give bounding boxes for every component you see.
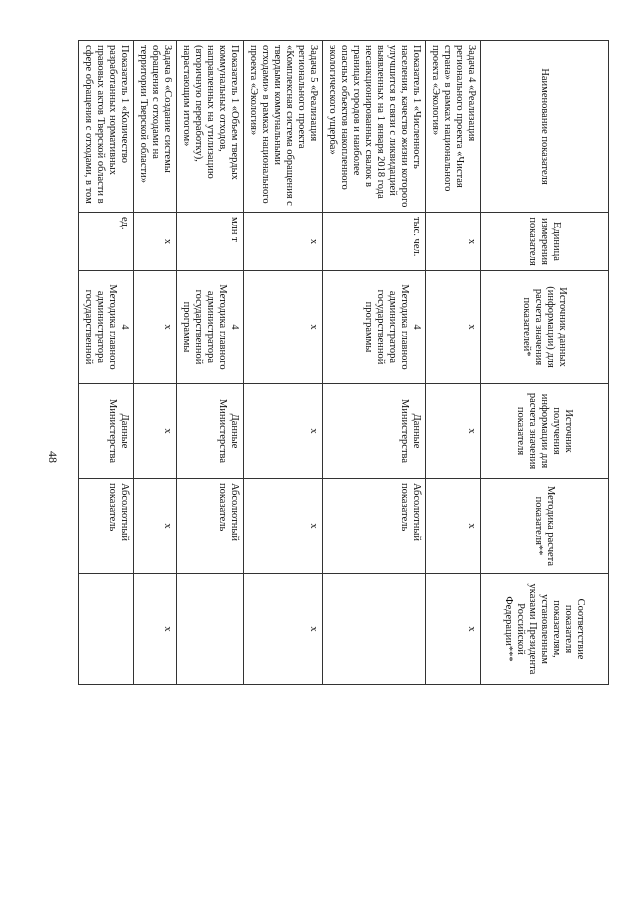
info-source-cell: x [134, 384, 177, 479]
unit-cell: млн т [177, 213, 244, 271]
info-source-cell: Данные Министерства [79, 384, 134, 479]
data-source-cell: x [134, 271, 177, 384]
data-source-cell: 4 Методика главного администратора государственной [79, 271, 134, 384]
unit-cell: ед. [79, 213, 134, 271]
unit-cell: x [244, 213, 323, 271]
indicator-name-cell: Задача 6 «Создание системы обращения с отходами на территории Тверской области» [134, 41, 177, 213]
method-cell: x [426, 479, 481, 574]
info-source-cell: x [244, 384, 323, 479]
info-source-cell: Данные Министерства [323, 384, 426, 479]
method-cell: x [134, 479, 177, 574]
decree-match-cell: x [426, 574, 481, 685]
unit-cell: тыс. чел. [323, 213, 426, 271]
header-cell: Единица измерения показателя [481, 213, 609, 271]
table-row [426, 41, 481, 890]
indicator-name-cell: Показатель 1 «Количество разработанных нормативных правовых актов Тверской области в сфере обращения с отходами, в том [79, 41, 134, 213]
header-cell: Наименование показателя [481, 41, 609, 213]
method-cell: Абсолютный показатель [177, 479, 244, 574]
table-row [79, 41, 134, 890]
rotated-table-wrapper [83, 40, 609, 889]
method-cell: Абсолютный показатель [323, 479, 426, 574]
indicator-name-cell: Задача 5 «Реализация регионального проекта «Комплексная система обращения с твердыми коммунальными отходами» в рамках национального проекта «Экология» [244, 41, 323, 213]
decree-match-cell [177, 574, 244, 685]
indicators-table [78, 40, 609, 890]
table-row [244, 41, 323, 890]
page-number: 48 [46, 451, 60, 463]
method-cell: Абсолютный показатель [79, 479, 134, 574]
indicator-name-cell: Показатель 1 «Численность населения, качество жизни которого улучшится в связи с ликвидацией выявленных на 1 января 2018 года несанкционированных свалок в границах городов и наиболее опасных объектов накопленного экологического ущерба» [323, 41, 426, 213]
decree-match-cell [323, 574, 426, 685]
header-cell: Источник данных (информации) для расчета значения показателей* [481, 271, 609, 384]
table-row [134, 41, 177, 890]
decree-match-cell [79, 574, 134, 685]
info-source-cell: Данные Министерства [177, 384, 244, 479]
header-cell: Источник получения информации для расчета значения показателя [481, 384, 609, 479]
data-source-cell: 4 Методика главного администратора государственной программы [323, 271, 426, 384]
header-cell: Соответствие показателя показателям, установленным указами Президента Российской Федерации*** [481, 574, 609, 685]
table-row [323, 41, 426, 890]
info-source-cell: x [426, 384, 481, 479]
data-source-cell: 4 Методика главного администратора государственной программы [177, 271, 244, 384]
unit-cell: x [134, 213, 177, 271]
decree-match-cell: x [134, 574, 177, 685]
table-row [177, 41, 244, 890]
header-cell: Методика расчета показателя** [481, 479, 609, 574]
method-cell: x [244, 479, 323, 574]
decree-match-cell: x [244, 574, 323, 685]
data-source-cell: x [244, 271, 323, 384]
unit-cell: x [426, 213, 481, 271]
data-source-cell: x [426, 271, 481, 384]
indicator-name-cell: Задача 4 «Реализация регионального проекта «Чистая страна» в рамках национального проекта «Экология» [426, 41, 481, 213]
table-header-row [481, 41, 609, 890]
indicator-name-cell: Показатель 1 «Объем твердых коммунальных отходов, направленных на утилизацию (вторичную переработку), нарастающим итогом» [177, 41, 244, 213]
